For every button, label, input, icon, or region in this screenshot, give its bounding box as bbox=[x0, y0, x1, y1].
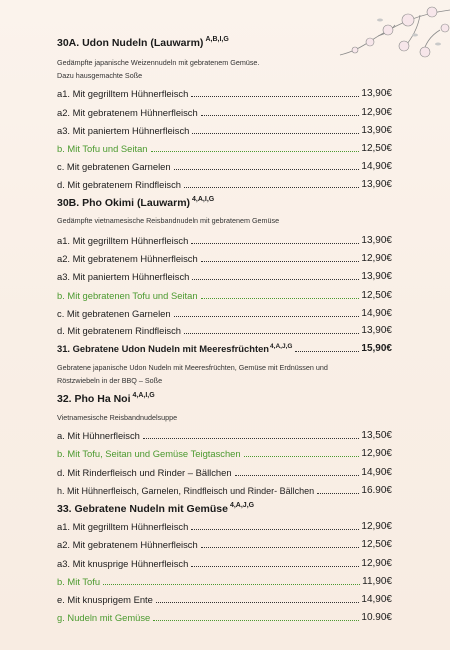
section-description-30a: Gedämpfte japanische Weizennudeln mit gebratenem Gemüse. Dazu hausgemachte Soße bbox=[57, 58, 260, 80]
section-description-32: Vietnamesische Reisbandnudelsuppe bbox=[57, 413, 178, 422]
section-title-33: 33. Gebratene Nudeln mit Gemüse $^{4,A,J,G}$ bbox=[57, 502, 255, 515]
menu-item: d. Mit gebratenem Rindfleisch 13,90€ bbox=[57, 179, 392, 190]
section-description-31: Gebratene japanische Udon Nudeln mit Meeresfrüchten, Gemüse mit Erdnüssen und Röstzwiebeln in der BBQ – Soße bbox=[57, 363, 328, 385]
menu-item: a2. Mit gebratenem Hühnerfleisch 12,90€ bbox=[57, 253, 392, 264]
menu-item: a. Mit Hühnerfleisch 13,50€ bbox=[57, 430, 392, 441]
menu-item: b. Mit Tofu, Seitan und Gemüse Teigtaschen 12,90€ bbox=[57, 448, 392, 459]
menu-item: h. Mit Hühnerfleisch, Garnelen, Rindfleisch und Rinder- Bällchen 16.90€ bbox=[57, 485, 392, 496]
menu-item: a2. Mit gebratenem Hühnerfleisch 12,50€ bbox=[57, 539, 392, 550]
menu-item: a3. Mit paniertem Hühnerfleisch 13,90€ bbox=[57, 125, 392, 136]
menu-item: c. Mit gebratenen Garnelen 14,90€ bbox=[57, 161, 392, 172]
section-description-30b: Gedämpfte vietnamesische Reisbandnudeln mit gebratenem Gemüse bbox=[57, 216, 280, 225]
menu-item: e. Mit knusprigem Ente 14,90€ bbox=[57, 594, 392, 605]
section-title-31: 31. Gebratene Udon Nudeln mit Meeresfrüchten$^{4,A,J,G}$ 15,90€ bbox=[57, 343, 392, 354]
menu-item: c. Mit gebratenen Garnelen 14,90€ bbox=[57, 308, 392, 319]
menu-item: a2. Mit gebratenem Hühnerfleisch 12,90€ bbox=[57, 107, 392, 118]
menu-item: a1. Mit gegrilltem Hühnerfleisch 12,90€ bbox=[57, 521, 392, 532]
menu-item: a3. Mit knusprige Hühnerfleisch 12,90€ bbox=[57, 558, 392, 569]
menu-item: b. Mit Tofu und Seitan 12,50€ bbox=[57, 143, 392, 154]
section-title-30a: 30A. Udon Nudeln (Lauwarm) $^{A,B,I,G}$ bbox=[57, 36, 229, 49]
menu-item: d. Mit Rinderfleisch und Rinder – Bällchen 14,90€ bbox=[57, 467, 392, 478]
menu-item: g. Nudeln mit Gemüse 10.90€ bbox=[57, 612, 392, 623]
section-title-32: 32. Pho Ha Noi $^{4,A,I,G}$ bbox=[57, 392, 155, 405]
menu-item: a1. Mit gegrilltem Hühnerfleisch 13,90€ bbox=[57, 88, 392, 99]
section-title-30b: 30B. Pho Okimi (Lauwarm) $^{4,A,I,G}$ bbox=[57, 196, 215, 209]
menu-item: a3. Mit paniertem Hühnerfleisch 13,90€ bbox=[57, 271, 392, 282]
menu-item: d. Mit gebratenem Rindfleisch 13,90€ bbox=[57, 325, 392, 336]
menu-item: b. Mit gebratenen Tofu und Seitan 12,50€ bbox=[57, 290, 392, 301]
menu-item: a1. Mit gegrilltem Hühnerfleisch 13,90€ bbox=[57, 235, 392, 246]
menu-item: b. Mit Tofu 11,90€ bbox=[57, 576, 392, 587]
